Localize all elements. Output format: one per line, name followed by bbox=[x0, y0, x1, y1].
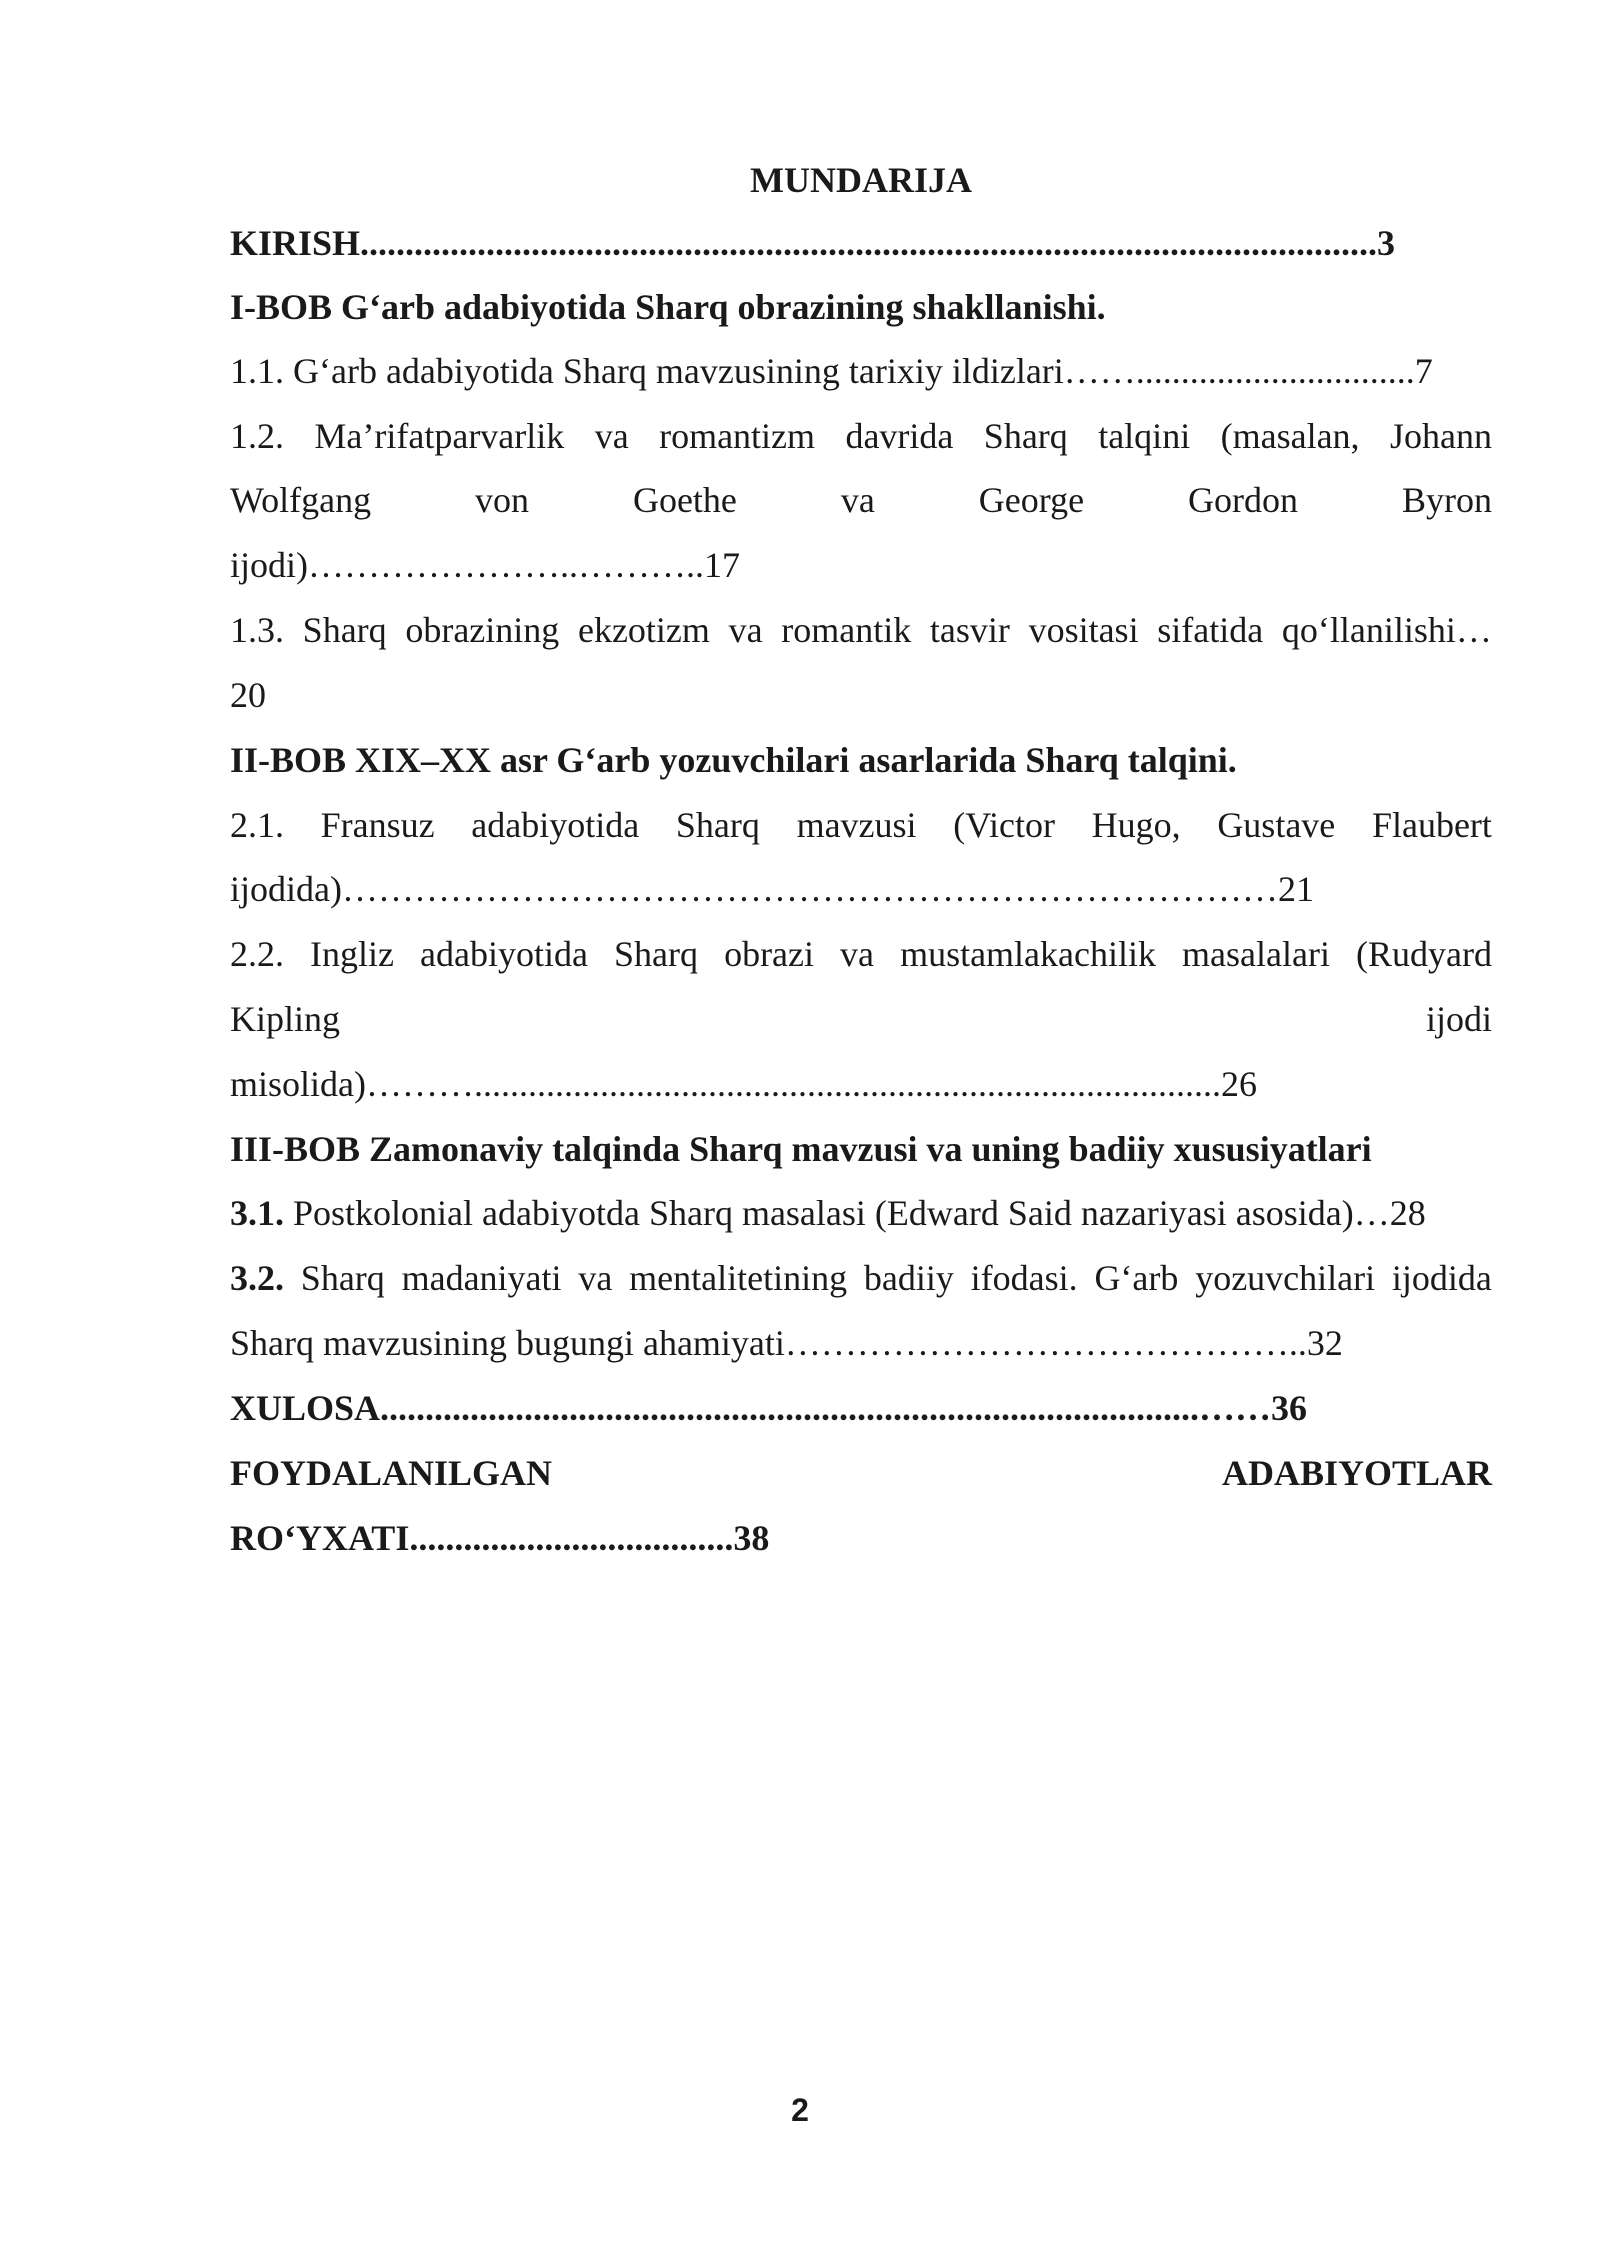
toc-entry-number: 3.2. bbox=[230, 1258, 284, 1298]
word: Sharq bbox=[983, 416, 1068, 456]
word: masalalari bbox=[1182, 934, 1330, 974]
word: Sharq bbox=[302, 610, 387, 650]
word: 2.1. bbox=[230, 805, 284, 845]
word: Kipling bbox=[230, 999, 341, 1039]
word: Sharq bbox=[614, 934, 699, 974]
word: 1.2. bbox=[230, 416, 284, 456]
word: Hugo, bbox=[1091, 805, 1181, 845]
word: 2.2. bbox=[230, 934, 284, 974]
toc-chapter-2-heading: II-BOB XIX–XX asr G‘arb yozuvchilari asarlarida Sharq talqini. bbox=[230, 740, 1237, 780]
word: romantizm bbox=[659, 416, 816, 456]
toc-entry-1-1: 1.1. G‘arb adabiyotida Sharq mavzusining tarixiy ildizlari……...............................7 bbox=[230, 351, 1433, 391]
word: Ingliz bbox=[310, 934, 395, 974]
word: va bbox=[594, 416, 629, 456]
word: madaniyati bbox=[401, 1258, 562, 1298]
word: va bbox=[840, 934, 875, 974]
word: 1.3. bbox=[230, 610, 284, 650]
word: ADABIYOTLAR bbox=[1221, 1453, 1492, 1493]
word: Sharq bbox=[300, 1258, 385, 1298]
toc-title: MUNDARIJA bbox=[750, 160, 972, 200]
word: Flaubert bbox=[1371, 805, 1492, 845]
word: Fransuz bbox=[320, 805, 435, 845]
toc-entry-3-2-line2: Sharq mavzusining bugungi ahamiyati……………………………………..32 bbox=[230, 1323, 1343, 1363]
word: ijodi bbox=[1425, 999, 1492, 1039]
word: adabiyotida bbox=[471, 805, 640, 845]
word: Gordon bbox=[1188, 480, 1299, 520]
word: George bbox=[978, 480, 1085, 520]
toc-entry-2-2-line3: misolida)………...................................................................................26 bbox=[230, 1064, 1257, 1104]
toc-entry-1-3-line1 bbox=[230, 600, 1492, 660]
toc-entry-2-1-line2: ijodida)……………………………………………………………………21 bbox=[230, 869, 1314, 909]
toc-entry-xulosa: XULOSA...........................................................................................……36 bbox=[230, 1388, 1308, 1428]
word: vositasi bbox=[1028, 610, 1139, 650]
word: (Victor bbox=[953, 805, 1055, 845]
toc-entry-adabiyotlar-line2: RO‘YXATI....................................38 bbox=[230, 1518, 770, 1558]
toc-entry-3-2-line1 bbox=[230, 1248, 1492, 1308]
toc-entry-1-3-line2: 20 bbox=[230, 675, 266, 715]
word: va bbox=[728, 610, 763, 650]
word: davrida bbox=[845, 416, 954, 456]
word: Gustave bbox=[1217, 805, 1336, 845]
word: mentalitetining bbox=[629, 1258, 848, 1298]
toc-entry-2-2-line1 bbox=[230, 924, 1492, 984]
toc-entry-adabiyotlar-line1 bbox=[230, 1443, 1492, 1503]
toc-entry-1-2-line2 bbox=[230, 470, 1492, 530]
word: badiiy bbox=[863, 1258, 954, 1298]
toc-entry-2-1-line1 bbox=[230, 795, 1492, 855]
word: ijodida bbox=[1391, 1258, 1492, 1298]
toc-entry-text: Postkolonial adabiyotda Sharq masalasi (Edward Said nazariyasi asosida)…28 bbox=[284, 1193, 1426, 1233]
word: va bbox=[840, 480, 875, 520]
word: Sharq bbox=[675, 805, 760, 845]
word: ekzotizm bbox=[577, 610, 710, 650]
toc-entry-1-2-line1 bbox=[230, 406, 1492, 466]
toc-entry-2-2-line2 bbox=[230, 989, 1492, 1049]
toc-entry-3-1 bbox=[230, 1183, 1492, 1243]
word: Goethe bbox=[632, 480, 737, 520]
word: obrazining bbox=[405, 610, 560, 650]
word: von bbox=[475, 480, 530, 520]
word: romantik bbox=[781, 610, 912, 650]
word: mustamlakachilik bbox=[900, 934, 1156, 974]
word: tasvir bbox=[929, 610, 1010, 650]
word: (Rudyard bbox=[1355, 934, 1492, 974]
word: G‘arb bbox=[1094, 1258, 1179, 1298]
word: FOYDALANILGAN bbox=[230, 1453, 553, 1493]
word: mavzusi bbox=[796, 805, 917, 845]
page-number: 2 bbox=[791, 2092, 809, 2128]
word: sifatida bbox=[1157, 610, 1264, 650]
toc-entry-1-2-line3: ijodi)…………………..………..17 bbox=[230, 545, 740, 585]
word: yozuvchilari bbox=[1195, 1258, 1376, 1298]
word: (masalan, bbox=[1220, 416, 1360, 456]
word: obrazi bbox=[724, 934, 815, 974]
toc-entry-kirish: KIRISH.................................................................................................................3 bbox=[230, 223, 1396, 263]
word: Ma’rifatparvarlik bbox=[314, 416, 565, 456]
word: adabiyotida bbox=[420, 934, 588, 974]
toc-chapter-3-heading: III-BOB Zamonaviy talqinda Sharq mavzusi va uning badiiy xususiyatlari bbox=[230, 1129, 1372, 1169]
toc-chapter-1-heading: I-BOB G‘arb adabiyotida Sharq obrazining shakllanishi. bbox=[230, 287, 1106, 327]
word: Wolfgang bbox=[230, 480, 372, 520]
word: Byron bbox=[1401, 480, 1492, 520]
toc-entry-number: 3.1. bbox=[230, 1193, 284, 1233]
word: qo‘llanilishi… bbox=[1281, 610, 1492, 650]
word: va bbox=[578, 1258, 613, 1298]
word: Johann bbox=[1389, 416, 1492, 456]
word: talqini bbox=[1098, 416, 1191, 456]
word: ifodasi. bbox=[970, 1258, 1078, 1298]
